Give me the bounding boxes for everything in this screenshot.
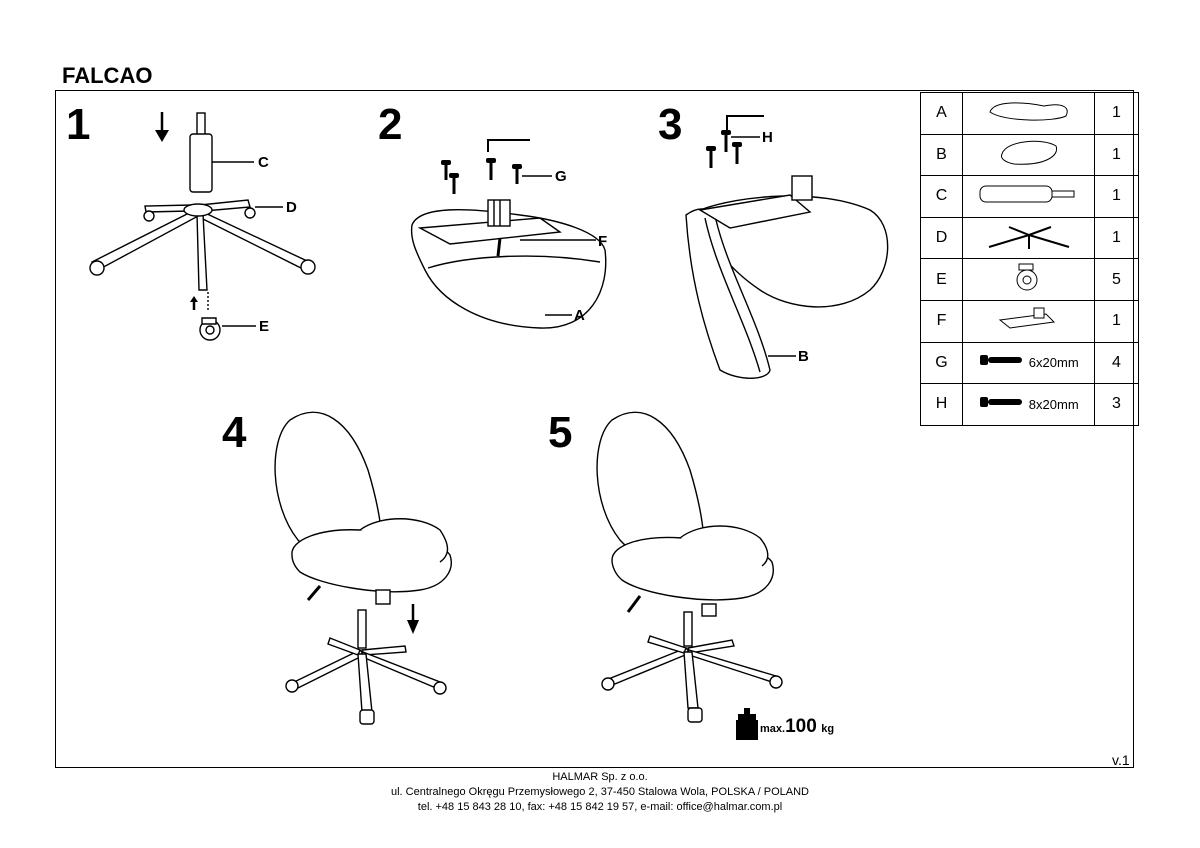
part-quantity: 1 — [1095, 176, 1139, 218]
part-quantity: 1 — [1095, 134, 1139, 176]
part-illustration — [963, 300, 1095, 342]
footer-company: HALMAR Sp. z o.o. — [552, 771, 648, 783]
part-illustration — [963, 384, 1095, 426]
label-d: D — [286, 199, 297, 216]
step-number-1: 1 — [66, 100, 91, 149]
part-letter: F — [921, 300, 963, 342]
parts-row — [921, 300, 1139, 342]
gas-lift-icon — [974, 183, 1084, 210]
label-g: G — [555, 168, 567, 185]
part-spec: 6x20mm — [1028, 355, 1079, 371]
step-number-3: 3 — [658, 100, 683, 149]
footer-address: ul. Centralnego Okręgu Przemysłowego 2, 37-450 Stalowa Wola, POLSKA / POLAND — [390, 786, 809, 798]
part-spec: 8x20mm — [1028, 396, 1079, 412]
part-illustration — [963, 342, 1095, 384]
mechanism-icon — [994, 306, 1064, 337]
label-c: C — [258, 154, 269, 171]
part-letter: G — [921, 342, 963, 384]
label-h: H — [762, 129, 773, 146]
part-illustration — [963, 217, 1095, 259]
part-letter: H — [921, 384, 963, 426]
part-illustration — [963, 134, 1095, 176]
part-letter: D — [921, 217, 963, 259]
parts-list-table — [920, 92, 1139, 426]
parts-row — [921, 93, 1139, 135]
part-quantity: 5 — [1095, 259, 1139, 301]
caster-icon — [1009, 260, 1049, 299]
parts-row — [921, 259, 1139, 301]
max-load-value: 100 — [785, 716, 817, 737]
version-label: v.1 — [1112, 752, 1130, 768]
max-load-unit: kg — [821, 723, 835, 735]
label-b: B — [798, 348, 809, 365]
label-f: F — [598, 233, 608, 250]
part-letter: B — [921, 134, 963, 176]
max-load-label — [760, 716, 834, 738]
part-illustration — [963, 259, 1095, 301]
footer-contact: tel. +48 15 843 28 10, fax: +48 15 842 19 57, e-mail: office@halmar.com.pl — [417, 801, 783, 813]
parts-row — [921, 134, 1139, 176]
part-quantity: 1 — [1095, 217, 1139, 259]
bolt-icon — [978, 395, 1024, 414]
label-a: A — [574, 307, 585, 324]
part-illustration — [963, 93, 1095, 135]
document-title: FALCAO — [62, 63, 153, 88]
part-quantity: 4 — [1095, 342, 1139, 384]
backrest-icon — [994, 136, 1064, 173]
step-number-4: 4 — [222, 408, 247, 457]
parts-row — [921, 384, 1139, 426]
parts-row — [921, 176, 1139, 218]
part-quantity: 1 — [1095, 93, 1139, 135]
part-illustration — [963, 176, 1095, 218]
part-quantity: 3 — [1095, 384, 1139, 426]
max-load-prefix: max. — [760, 723, 786, 735]
parts-row — [921, 342, 1139, 384]
part-letter: E — [921, 259, 963, 301]
parts-row — [921, 217, 1139, 259]
step-number-5: 5 — [548, 408, 573, 457]
part-quantity: 1 — [1095, 300, 1139, 342]
label-e: E — [259, 318, 270, 335]
seat-icon — [984, 98, 1074, 129]
part-letter: C — [921, 176, 963, 218]
bolt-icon — [978, 353, 1024, 372]
star-base-icon — [979, 221, 1079, 256]
step-number-2: 2 — [378, 100, 403, 149]
part-letter: A — [921, 93, 963, 135]
